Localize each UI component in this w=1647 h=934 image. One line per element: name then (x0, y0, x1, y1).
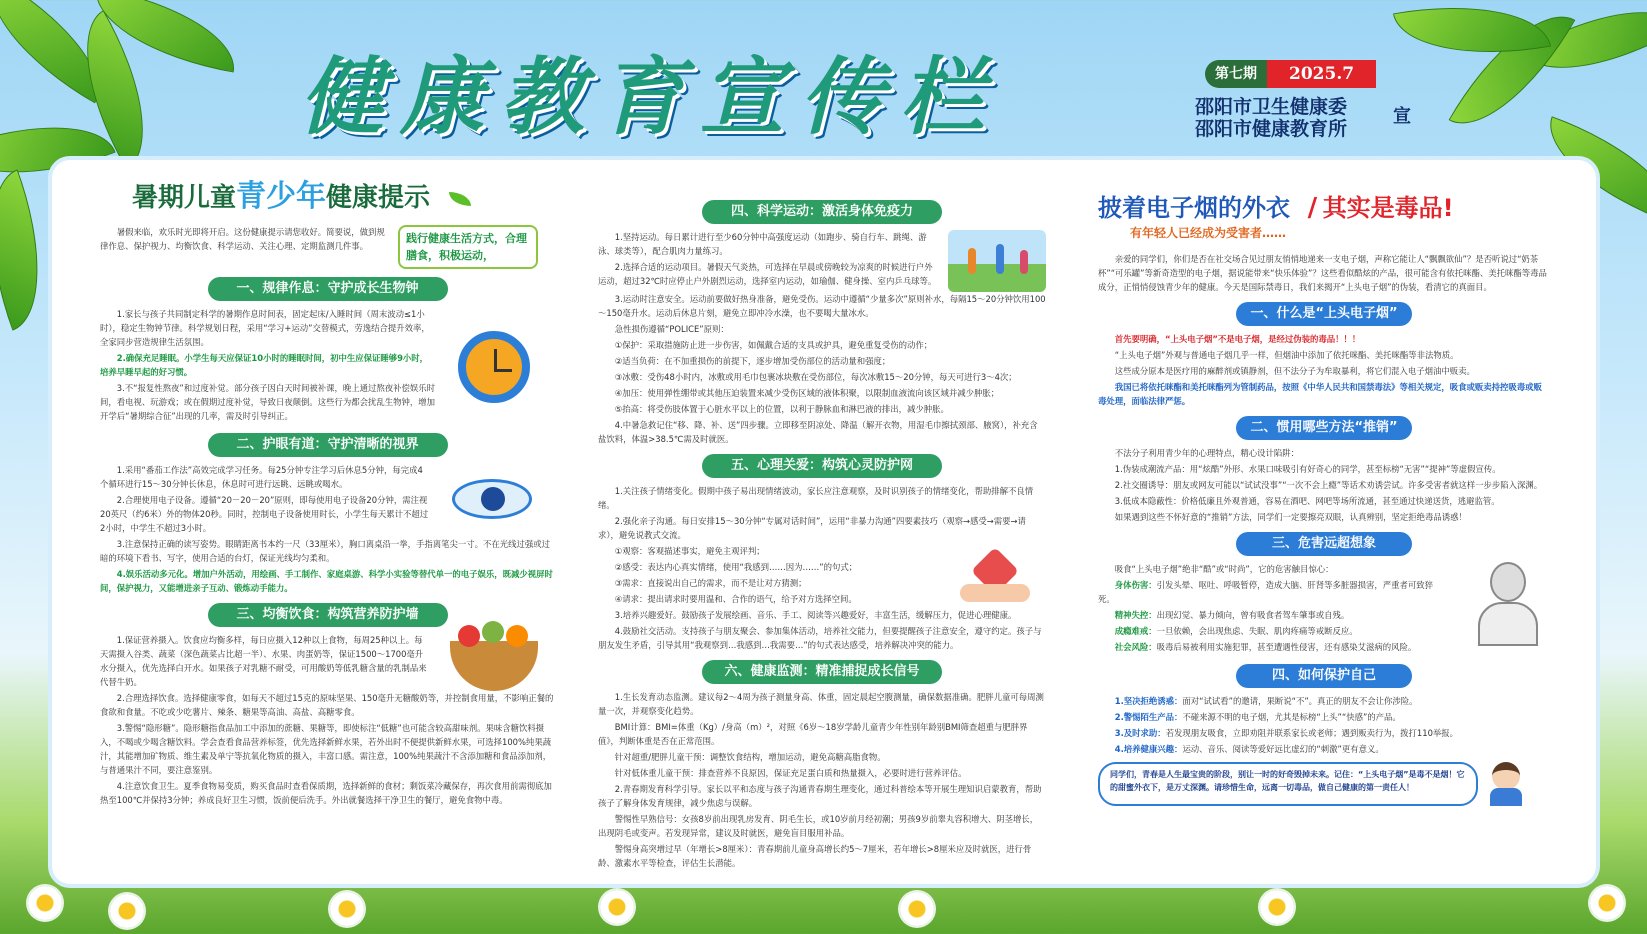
paragraph: 3.不“报复性熬夜”和过度补觉。部分孩子因白天时间被补课，晚上通过熬夜补偿娱乐时间，看电视、玩游戏；或在假期过度补觉，导致日夜颠倒。这些行为都会扰乱生物钟，增加开学后“暑期综合征”出现的几率，需及时引导纠正。 (100, 383, 435, 421)
paragraph: 针对超重/肥胖儿童干预：调整饮食结构，增加运动，避免高糖高脂食物。 (614, 752, 886, 762)
left-column (100, 175, 555, 809)
section-6-header: 六、健康监测：精准捕捉成长信号 (702, 660, 942, 684)
list-item: 社会风险：吸毒后易被利用实施犯罪，甚至遭遇性侵害，还有感染艾滋病的风险。 (1114, 642, 1417, 652)
paragraph: 3.注意保持正确的读写姿势。眼睛距离书本约一尺（33厘米），胸口离桌沿一拳，手指离笔尖一寸。不在光线过强或过暗的环境下看书、写字，使用合适的台灯，保证光线均匀柔和。 (100, 539, 550, 563)
leaf-icon (449, 192, 471, 206)
worried-person-icon (1472, 562, 1542, 646)
daisy-flower-icon (28, 886, 62, 920)
paragraph: 1.保证营养摄入。饮食应均衡多样，每日应摄入12种以上食物，每周25种以上。每天需摄入谷类、蔬菜（深色蔬菜占比超一半）、水果、肉蛋奶等，保证1500～1700毫升水分摄入，优先选择白开水。如果孩子对乳糖不耐受，可用酸奶等低乳糖含量的乳制品来代替牛奶。 (100, 635, 427, 687)
list-item: 4.培养健康兴趣：运动、音乐、阅读等爱好远比虚幻的“刺激”更有意义。 (1114, 744, 1384, 754)
sport-kids-icon (948, 230, 1046, 292)
section-1-header: 一、规律作息：守护成长生物钟 (208, 277, 448, 301)
left-title: 暑期儿童青少年健康提示 (100, 175, 555, 219)
paragraph: 如果遇到这些不怀好意的“推销”方法，同学们一定要擦亮双眼，认真辨别，坚定拒绝毒品诱惑！ (1114, 512, 1467, 522)
daisy-flower-icon (1260, 890, 1294, 924)
list-item: ①保护：采取措施防止进一步伤害，如佩戴合适的支具或护具，避免重复受伤的动作； (614, 340, 933, 350)
list-item: ④请求：提出请求时要用温和、合作的语气，给予对方选择空间。 (614, 594, 857, 604)
paragraph: 3.警惕“隐形糖”。隐形糖指食品加工中添加的蔗糖、果糖等，即使标注“低糖”也可能含较高甜味剂。果味含糖饮料摄入，不喝或少喝含糖饮料。学会查看食品营养标签，优先选择新鲜水果，若外出时不便提供新鲜水果，可选择100%纯果蔬汁，其能增加矿物质、维生素及单宁等抗氧化物质的摄入，丰富口感。需注意，100%纯果蔬汁不含添加糖和食品添加剂，与普通果汁不同，要注意鉴别。 (100, 723, 552, 775)
paragraph: 1.家长与孩子共同制定科学的暑期作息时间表，固定起床/入睡时间（周末波动≤1小时），稳定生物钟节律。科学规划日程，采用“学习+运动”交替模式，劳逸结合提升效率，全家同步营造规律生活氛围。 (100, 309, 430, 347)
list-item: 身体伤害：引发头晕、呕吐、呼吸暂停，造成大脑、肝肾等多脏器损害，严重者可致猝死。 (1098, 580, 1434, 604)
drug-section-4-header: 四、如何保护自己 (1236, 664, 1412, 688)
middle-column (598, 192, 1046, 872)
paragraph: BMI计算：BMI=体重（Kg）/身高（m）²，对照《6岁～18岁学龄儿童青少年性别年龄别BMI筛查超重与肥胖界值》，判断体重是否在正常范围。 (598, 722, 1028, 746)
list-item: ③需求：直接说出自己的需求，而不是让对方猜测； (614, 578, 807, 588)
paragraph: 3.低成本隐蔽性：价格低廉且外观普通，容易在酒吧、网吧等场所流通，甚至通过快递送货，逃避监管。 (1114, 496, 1500, 506)
list-item: 3.及时求助：若发现朋友吸食，立即劝阻并联系家长或老师；遇到贩卖行为，拨打110举报。 (1114, 728, 1459, 738)
page-title: 健康教育宣传栏 (300, 48, 1001, 146)
paragraph: 警惕性早熟信号：女孩8岁前出现乳房发育、阴毛生长，或10岁前月经初潮；男孩9岁前睾丸容积增大、阴茎增长，出现阴毛或变声。若发现异常，建议及时就医，避免盲目服用补品。 (598, 814, 1039, 838)
list-item: ②感受：表达内心真实情绪，使用“我感到……因为……”的句式； (614, 562, 858, 572)
paragraph: 1.关注孩子情绪变化。假期中孩子易出现情绪波动，家长应注意观察，及时识别孩子的情绪变化，帮助排解不良情绪。 (598, 486, 1034, 510)
eye-icon (452, 479, 532, 519)
paragraph: 4.鼓励社交活动。支持孩子与朋友聚会、参加集体活动，培养社交能力，但要提醒孩子注意安全，遵守约定。孩子与朋友发生矛盾，引导其用“我观察到…我感到…我需要…”的句式表达感受，培养解决冲突的能力。 (598, 626, 1042, 650)
daisy-flower-icon (110, 894, 144, 928)
paragraph: 3.运动时注意安全。运动前要做好热身准备，避免受伤。运动中遵循“少量多次”原则补水，每隔15～20分钟饮用100～150毫升水。运动后休息片刻，避免立即冲冷水澡，也不要喝大量冰水。 (598, 294, 1046, 318)
student-avatar-icon (1488, 762, 1524, 806)
paragraph: 4.中暑急救记住“移、降、补、送”四步骤。立即移至阴凉处、降温（解开衣物，用湿毛巾擦拭颈部、腋窝），补充含盐饮料，体温>38.5℃需及时就医。 (598, 420, 1038, 444)
list-item: ⑤抬高：将受伤肢体置于心脏水平以上的位置，以利于静脉血和淋巴液的排出，减少肿胀。 (614, 404, 949, 414)
clock-icon (458, 331, 530, 403)
paragraph: 4.注意饮食卫生。夏季食物易变质，购买食品时查看保质期，选择新鲜的食材；剩饭菜冷藏保存，再次食用前需彻底加热至100℃并保持3分钟；养成良好卫生习惯，饭前便后洗手。外出就餐选择干净卫生的餐厅，避免食物中毒。 (100, 781, 552, 805)
paragraph: 2.确保充足睡眠。小学生每天应保证10小时的睡眠时间，初中生应保证睡够9小时，培养早睡早起的好习惯。 (100, 353, 429, 377)
section-5-header: 五、心理关爱：构筑心灵防护网 (702, 454, 942, 478)
daisy-flower-icon (900, 892, 934, 926)
slogan-box: 践行健康生活方式，合理膳食，积极运动， (398, 225, 538, 269)
left-intro: 暑假来临，欢乐时光即将开启。这份健康提示请您收好。简要说，做到规律作息、保护视力、均衡饮食、科学运动、关注心理、定期监测几件事。 (100, 227, 385, 251)
paragraph: 1.伪装成潮流产品：用“炫酷”外形、水果口味吸引有好奇心的同学，甚至标榜“无害”“提神”等虚假宣传。 (1114, 464, 1501, 474)
paragraph: 我国已将依托咪酯和美托咪酯列为管制药品，按照《中华人民共和国禁毒法》等相关规定，吸食或贩卖持控吸毒或贩毒处理，面临法律严惩。 (1098, 382, 1542, 406)
list-item: 精神失控：出现幻觉、暴力倾向，曾有吸食者驾车肇事或自残。 (1114, 610, 1350, 620)
right-subtitle: 有年轻人已经成为受害者…… (1130, 226, 1287, 240)
paragraph: 2.合理使用电子设备。遵循“20－20－20”原则，即每使用电子设备20分钟，需注视20英尺（约6米）外的物体20秒。同时，控制电子设备使用时长，小学生每天累计不超过2小时，中学生不超过3小时。 (100, 495, 429, 533)
daisy-flower-icon (1590, 886, 1624, 920)
daisy-flower-icon (600, 890, 634, 924)
paragraph: 2.选择合适的运动项目。暑假天气炎热，可选择在早晨或傍晚较为凉爽的时候进行户外运动，超过32℃时应停止户外剧烈运动，选择室内运动，如瑜伽、健身操、室内乒乓球等。 (598, 262, 937, 286)
paragraph: 4.娱乐活动多元化。增加户外活动，用绘画、手工制作、家庭桌游、科学小实验等替代单一的电子娱乐，既减少视屏时间，保护视力，又能增进亲子互动、锻炼动手能力。 (100, 569, 553, 593)
list-item: ③冰敷：受伤48小时内，冰敷或用毛巾包裹冰块敷在受伤部位，每次冰敷15～20分钟，每天可进行3～4次； (614, 372, 1017, 382)
closing-message: 同学们，青春是人生最宝贵的阶段，别让一时的好奇毁掉未来。记住：“上头电子烟”是毒不是烟！它的甜蜜外衣下，是万丈深渊。请珍惜生命，远离一切毒品，做自己健康的第一责任人！ (1098, 762, 1478, 806)
paragraph: 2.青春期发育科学引导。家长以平和态度与孩子沟通青春期生理变化，通过科普绘本等开展生理知识启蒙教育，帮助孩子了解身体发育规律，减少焦虑与误解。 (598, 784, 1042, 808)
section-3-header: 三、均衡饮食：构筑营养防护墙 (208, 603, 448, 627)
paragraph: 2.社交圈诱导：朋友或网友可能以“试试没事”“一次不会上瘾”等话术劝诱尝试。许多受害者就这样一步步陷入深渊。 (1114, 480, 1543, 490)
paragraph: 1.生长发育动态监测。建议每2～4周为孩子测量身高、体重，固定晨起空腹测量，确保数据准确。肥胖儿童可每周测量一次，并观察变化趋势。 (598, 692, 1044, 716)
heart-hands-icon (960, 544, 1030, 604)
daisy-flower-icon (330, 892, 364, 926)
list-item: ①观察：客观描述事实，避免主观评判； (614, 546, 765, 556)
list-item: ②适当负荷：在不加重损伤的前提下，逐步增加受伤部位的活动量和强度； (614, 356, 891, 366)
paragraph: 吸食“上头电子烟”绝非“酷”或“时尚”，它的危害触目惊心： (1114, 564, 1334, 574)
paragraph: 这些成分原本是医疗用的麻醉剂或镇静剂，但不法分子为牟取暴利，将它们混入电子烟油中贩卖。 (1114, 366, 1475, 376)
paragraph: 针对低体重儿童干预：排查营养不良原因，保证充足蛋白质和热量摄入，必要时进行营养评估。 (614, 768, 967, 778)
publisher-suffix: 宣 (1393, 106, 1411, 127)
paragraph: 1.采用“番茄工作法”高效完成学习任务。每25分钟专注学习后休息5分钟，每完成4个循环进行15～30分钟长休息，休息时可进行远眺、远眺或喝水。 (100, 465, 423, 489)
paragraph: 2.强化亲子沟通。每日安排15～30分钟“专属对话时间”，运用“非暴力沟通”四要素技巧（观察→感受→需要→请求），避免说教式交流。 (598, 516, 1026, 540)
issue-date: 2025.7 (1267, 60, 1376, 88)
paragraph: “上头电子烟”外观与普通电子烟几乎一样，但烟油中添加了依托咪酯、美托咪酯等非法物质。 (1114, 350, 1459, 360)
drug-section-3-header: 三、危害远超想象 (1236, 532, 1412, 556)
paragraph: 2.合理选择饮食。选择健康零食，如每天不超过15克的原味坚果、150毫升无糖酸奶等，并控制食用量，不影响正餐的食欲和食量。不吃或少吃薯片、辣条、糖果等高油、高盐、高糖零食。 (100, 693, 554, 717)
list-item: 2.警惕陌生产品：不碰来源不明的电子烟，尤其是标榜“上头”“快感”的产品。 (1114, 712, 1401, 722)
paragraph: 不法分子利用青少年的心理特点，精心设计陷阱： (1114, 448, 1300, 458)
section-2-header: 二、护眼有道：守护清晰的视界 (208, 433, 448, 457)
paragraph: 急性损伤遵循“POLICE”原则： (614, 324, 729, 334)
issue-badge (1205, 60, 1376, 88)
issue-number: 第七期 (1205, 60, 1267, 88)
fruit-basket-icon (450, 641, 538, 691)
publisher (1195, 96, 1411, 140)
section-4-header: 四、科学运动：激活身体免疫力 (702, 200, 942, 224)
right-title: 披着电子烟的外衣 / 其实是毒品! (1098, 193, 1454, 223)
right-column (1098, 188, 1550, 806)
publisher-1: 邵阳市卫生健康委 (1195, 96, 1348, 118)
paragraph: 1.坚持运动。每日累计进行至少60分钟中高强度运动（如跑步、骑自行车、跳绳、游泳、球类等），配合肌肉力量练习。 (598, 232, 927, 256)
paragraph: 亲爱的同学们，你们是否在社交场合见过朋友悄悄地递来一支电子烟，声称它能让人“飘飘欲仙”？是否听说过“奶茶杯”“可乐罐”等新奇造型的电子烟，据说能带来“快乐体验”？这些看似酷炫的产品，很可能含有依托咪酯、美托咪酯等毒品成分，正悄悄侵蚀青少年的健康。今天是国际禁毒日，我们来揭开“上头电子烟”的伪装，看清它的真面目。 (1098, 254, 1547, 292)
paragraph: 警惕身高突增过早（年增长>8厘米）：青春期前儿童身高增长约5～7厘米，若年增长>8厘米应及时就医，进行骨龄、激素水平等检查，评估生长潜能。 (598, 844, 1032, 868)
paragraph: 首先要明确，“上头电子烟”不是电子烟，是经过伪装的毒品！！！ (1114, 334, 1361, 344)
drug-section-2-header: 二、惯用哪些方法“推销” (1236, 416, 1412, 440)
publisher-2: 邵阳市健康教育所 (1195, 118, 1348, 140)
list-item: ④加压：使用弹性绷带或其他压迫装置来减少受伤区域的液体积聚，以限制血液流向该区域并减少肿胀； (614, 388, 1000, 398)
paragraph: 3.培养兴趣爱好。鼓励孩子发展绘画、音乐、手工、阅读等兴趣爱好，丰富生活，缓解压力，促进心理健康。 (614, 610, 1017, 620)
drug-section-1-header: 一、什么是“上头电子烟” (1236, 302, 1412, 326)
list-item: 成瘾难戒：一旦依赖，会出现焦虑、失眠、肌肉疼痛等戒断反应。 (1114, 626, 1358, 636)
list-item: 1.坚决拒绝诱惑：面对“试试看”的邀请，果断说“不”。真正的朋友不会让你涉险。 (1114, 696, 1418, 706)
